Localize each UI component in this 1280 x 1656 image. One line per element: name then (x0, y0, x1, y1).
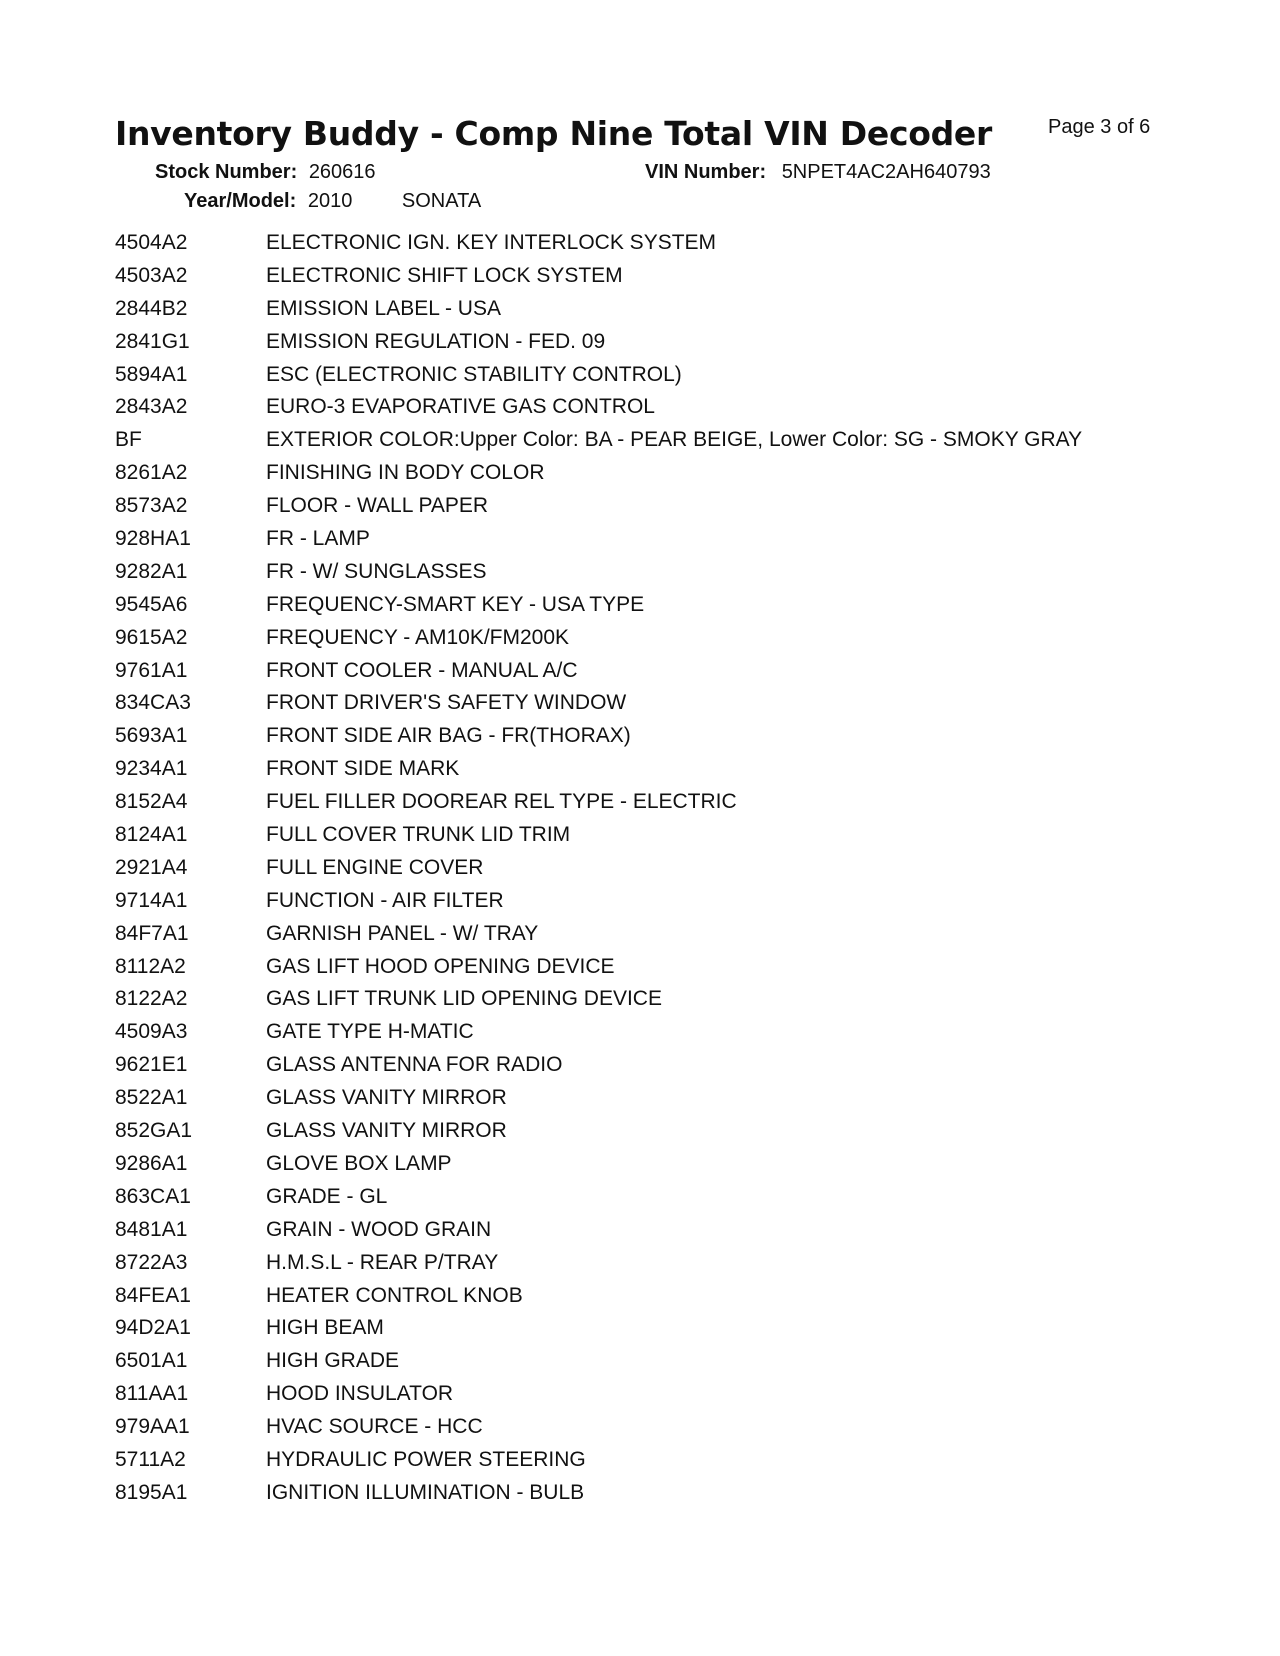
option-code: 8122A2 (115, 987, 188, 1011)
list-item (115, 1378, 1235, 1411)
list-item (115, 687, 1235, 720)
list-item (115, 1049, 1235, 1082)
option-description: ELECTRONIC IGN. KEY INTERLOCK SYSTEM (266, 231, 717, 254)
list-item (115, 1016, 1235, 1049)
model-value: SONATA (401, 190, 482, 212)
option-code: 2843A2 (115, 395, 188, 419)
option-description: FREQUENCY-SMART KEY - USA TYPE (266, 592, 645, 616)
option-description: FULL ENGINE COVER (266, 855, 484, 879)
option-code: 9761A1 (115, 658, 188, 682)
list-item (115, 852, 1235, 885)
list-item (115, 1082, 1235, 1115)
option-description: FUEL FILLER DOOREAR REL TYPE - ELECTRIC (266, 790, 737, 814)
option-description: FRONT SIDE MARK (266, 757, 460, 781)
option-description: EMISSION REGULATION - FED. 09 (266, 329, 606, 353)
option-code: 9286A1 (115, 1151, 188, 1175)
option-code: 834CA3 (115, 691, 191, 715)
option-code: BF (115, 428, 142, 452)
option-code: 8124A1 (115, 823, 188, 847)
option-description: GLASS VANITY MIRROR (266, 1086, 507, 1110)
list-item (115, 490, 1235, 523)
list-item (115, 918, 1235, 951)
option-description: EURO-3 EVAPORATIVE GAS CONTROL (266, 395, 655, 419)
option-list (115, 227, 1235, 1510)
list-item (115, 1214, 1235, 1247)
option-code: 94D2A1 (115, 1316, 191, 1340)
list-item (115, 1247, 1235, 1280)
option-description: HVAC SOURCE - HCC (266, 1415, 483, 1439)
option-code: 84FEA1 (115, 1283, 191, 1307)
option-code: 8722A3 (115, 1250, 188, 1274)
option-description: H.M.S.L - REAR P/TRAY (266, 1250, 499, 1274)
list-item (115, 556, 1235, 589)
option-description: GLOVE BOX LAMP (266, 1151, 452, 1175)
option-description: FREQUENCY - AM10K/FM200K (266, 625, 570, 649)
list-item (115, 819, 1235, 852)
option-code: 8522A1 (115, 1086, 188, 1110)
option-description: GAS LIFT TRUNK LID OPENING DEVICE (266, 987, 662, 1011)
option-code: 9714A1 (115, 888, 188, 912)
document-title: Inventory Buddy - Comp Nine Total VIN Decoder (115, 114, 992, 153)
option-description: FR - W/ SUNGLASSES (266, 559, 487, 583)
vin-number-label: VIN Number: (645, 161, 767, 183)
option-description: HEATER CONTROL KNOB (266, 1283, 523, 1307)
stock-number-label: Stock Number: (155, 161, 298, 183)
option-code: 6501A1 (115, 1349, 188, 1373)
option-description: FRONT DRIVER'S SAFETY WINDOW (266, 691, 627, 715)
list-item (115, 293, 1235, 326)
list-item (115, 1312, 1235, 1345)
list-item (115, 1115, 1235, 1148)
option-description: HYDRAULIC POWER STEERING (266, 1447, 586, 1471)
vin-number-field (645, 159, 991, 185)
list-item (115, 1345, 1235, 1378)
option-description: FRONT COOLER - MANUAL A/C (266, 658, 578, 682)
list-item (115, 1181, 1235, 1214)
option-code: 2841G1 (115, 329, 190, 353)
option-description: GRAIN - WOOD GRAIN (266, 1217, 492, 1241)
list-item (115, 589, 1235, 622)
option-code: 9545A6 (115, 592, 188, 616)
vin-number-value: 5NPET4AC2AH640793 (781, 161, 991, 183)
list-item (115, 391, 1235, 424)
option-description: GLASS ANTENNA FOR RADIO (266, 1053, 563, 1077)
option-code: 928HA1 (115, 527, 191, 551)
option-code: 9615A2 (115, 625, 188, 649)
option-code: 8481A1 (115, 1217, 188, 1241)
option-description: FULL COVER TRUNK LID TRIM (266, 823, 571, 847)
option-description: GAS LIFT HOOD OPENING DEVICE (266, 954, 615, 978)
list-item (115, 1477, 1235, 1510)
option-description: GATE TYPE H-MATIC (266, 1020, 474, 1044)
option-code: 9621E1 (115, 1053, 188, 1077)
option-code: 2921A4 (115, 855, 188, 879)
option-description: FR - LAMP (266, 527, 370, 551)
list-item (115, 260, 1235, 293)
option-code: 8112A2 (115, 954, 186, 978)
option-description: ESC (ELECTRONIC STABILITY CONTROL) (266, 362, 682, 386)
option-description: FLOOR - WALL PAPER (266, 494, 489, 518)
option-code: 979AA1 (115, 1415, 190, 1439)
list-item (115, 786, 1235, 819)
list-item (115, 1411, 1235, 1444)
option-code: 5693A1 (115, 724, 188, 748)
option-description: HIGH GRADE (266, 1349, 400, 1373)
option-description: GRADE - GL (266, 1184, 388, 1208)
list-item (115, 326, 1235, 359)
option-code: 5894A1 (115, 362, 188, 386)
option-code: 9234A1 (115, 757, 188, 781)
list-item (115, 951, 1235, 984)
option-code: 4503A2 (115, 263, 188, 287)
list-item (115, 655, 1235, 688)
list-item (115, 424, 1235, 457)
list-item (115, 885, 1235, 918)
option-description: FINISHING IN BODY COLOR (266, 461, 545, 485)
option-code: 9282A1 (115, 559, 188, 583)
option-code: 8195A1 (115, 1480, 188, 1504)
option-code: 8261A2 (115, 461, 188, 485)
page-indicator: Page 3 of 6 (1048, 116, 1151, 138)
list-item (115, 1280, 1235, 1313)
stock-number-field (155, 159, 376, 185)
year-value: 2010 (307, 190, 353, 212)
option-description: FUNCTION - AIR FILTER (266, 888, 504, 912)
list-item (115, 1444, 1235, 1477)
option-code: 4504A2 (115, 231, 188, 254)
option-description: GLASS VANITY MIRROR (266, 1119, 507, 1143)
option-code: 811AA1 (115, 1382, 189, 1406)
option-code: 84F7A1 (115, 921, 189, 945)
option-description: EMISSION LABEL - USA (266, 296, 501, 320)
option-description: HIGH BEAM (266, 1316, 384, 1340)
option-code: 8152A4 (115, 790, 188, 814)
list-item (115, 983, 1235, 1016)
option-description: FRONT SIDE AIR BAG - FR(THORAX) (266, 724, 631, 748)
year-model-label: Year/Model: (184, 190, 297, 212)
list-item (115, 622, 1235, 655)
option-code: 852GA1 (115, 1119, 193, 1143)
stock-number-value: 260616 (308, 161, 376, 183)
option-code: 5711A2 (115, 1447, 186, 1471)
option-description: GARNISH PANEL - W/ TRAY (266, 921, 539, 945)
list-item (115, 457, 1235, 490)
year-model-field (184, 188, 481, 214)
list-item (115, 1148, 1235, 1181)
list-item (115, 753, 1235, 786)
option-description: ELECTRONIC SHIFT LOCK SYSTEM (266, 263, 623, 287)
option-description: HOOD INSULATOR (266, 1382, 454, 1406)
option-code: 863CA1 (115, 1184, 191, 1208)
option-code: 8573A2 (115, 494, 188, 518)
option-code: 2844B2 (115, 296, 188, 320)
option-description: IGNITION ILLUMINATION - BULB (266, 1480, 585, 1504)
list-item (115, 720, 1235, 753)
option-description: EXTERIOR COLOR:Upper Color: BA - PEAR BEIGE, Lower Color: SG - SMOKY GRAY (266, 428, 1083, 452)
list-item (115, 227, 1235, 260)
list-item (115, 359, 1235, 392)
option-code: 4509A3 (115, 1020, 188, 1044)
list-item (115, 523, 1235, 556)
